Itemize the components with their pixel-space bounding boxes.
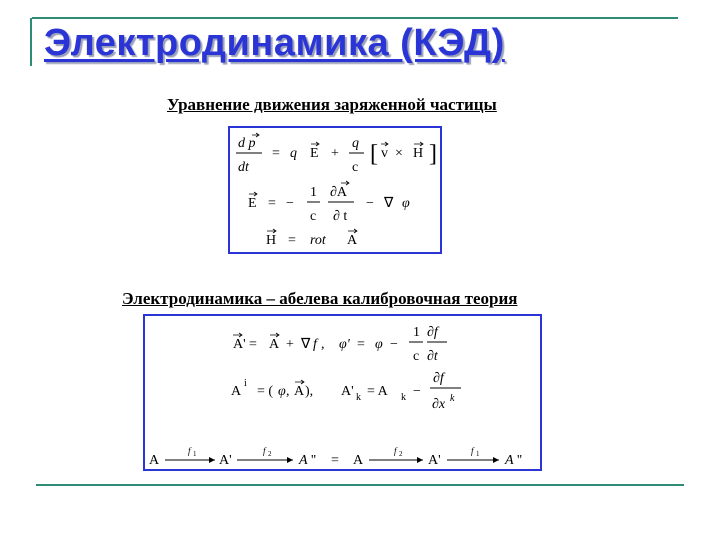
svg-text:i: i xyxy=(244,378,247,389)
svg-text:k: k xyxy=(356,392,361,403)
svg-text:A: A xyxy=(269,337,280,352)
svg-text:f: f xyxy=(394,446,397,456)
svg-text:f: f xyxy=(313,337,317,352)
svg-text:φ: φ xyxy=(402,196,410,211)
svg-text:d p: d p xyxy=(238,136,256,151)
svg-text:k: k xyxy=(401,392,406,403)
svg-text:A': A' xyxy=(341,384,354,399)
svg-text:∇: ∇ xyxy=(301,337,311,352)
svg-text:'': '' xyxy=(517,453,523,468)
svg-text:A: A xyxy=(294,384,305,399)
svg-text:A: A xyxy=(505,453,514,468)
svg-text:−: − xyxy=(390,337,398,352)
svg-text:A: A xyxy=(231,384,242,399)
equation-momentum xyxy=(236,133,437,175)
gauge-equations xyxy=(145,316,540,469)
svg-text:v: v xyxy=(381,146,388,161)
svg-text:1: 1 xyxy=(476,450,480,458)
svg-text:1: 1 xyxy=(413,325,420,340)
svg-text:−: − xyxy=(286,196,294,211)
svg-text:∂t: ∂t xyxy=(427,349,438,364)
svg-text:c: c xyxy=(310,209,317,224)
gauge-heading: Электродинамика – абелева калибровочная теория xyxy=(122,289,518,308)
svg-text:,: , xyxy=(286,384,290,399)
svg-text:∂ t: ∂ t xyxy=(333,209,348,224)
svg-text:=: = xyxy=(288,233,296,248)
svg-text:f: f xyxy=(188,446,191,456)
equation-composition xyxy=(149,446,522,468)
svg-text:2: 2 xyxy=(268,450,272,458)
svg-text:=: = xyxy=(249,337,257,352)
svg-text:φ': φ' xyxy=(339,337,350,352)
svg-text:f: f xyxy=(471,446,474,456)
svg-text:= A: = A xyxy=(367,384,388,399)
svg-text:∇: ∇ xyxy=(384,196,394,211)
svg-text:φ: φ xyxy=(278,384,286,399)
equation-electric-field xyxy=(248,181,410,224)
title-horizontal-rule xyxy=(32,17,678,19)
svg-text:H: H xyxy=(413,146,424,161)
svg-text:'': '' xyxy=(311,453,317,468)
svg-text:A: A xyxy=(347,233,358,248)
svg-text:[: [ xyxy=(370,141,378,167)
svg-text:×: × xyxy=(395,146,403,161)
svg-text:A': A' xyxy=(219,453,232,468)
motion-equations-box xyxy=(228,126,442,254)
svg-text:+: + xyxy=(331,146,339,161)
svg-text:∂A: ∂A xyxy=(330,185,348,200)
equation-gauge-transform xyxy=(233,325,447,364)
svg-text:=: = xyxy=(331,453,339,468)
svg-text:rot: rot xyxy=(310,233,326,248)
svg-text:q: q xyxy=(290,146,297,161)
svg-text:A': A' xyxy=(233,337,246,352)
svg-text:1: 1 xyxy=(193,450,197,458)
svg-text:−: − xyxy=(413,384,421,399)
equation-magnetic-field xyxy=(266,229,358,248)
svg-text:q: q xyxy=(352,136,359,151)
svg-text:H: H xyxy=(266,233,277,248)
svg-text:= (: = ( xyxy=(257,384,274,399)
svg-text:1: 1 xyxy=(310,185,317,200)
svg-text:=: = xyxy=(272,146,280,161)
svg-text:),: ), xyxy=(305,384,314,399)
svg-text:dt: dt xyxy=(238,160,249,175)
svg-text:2: 2 xyxy=(399,450,403,458)
svg-text:k: k xyxy=(450,393,455,404)
svg-text:A: A xyxy=(299,453,308,468)
svg-text:E: E xyxy=(248,196,257,211)
svg-text:∂f: ∂f xyxy=(433,371,444,386)
svg-text:A: A xyxy=(353,453,364,468)
equation-four-potential xyxy=(231,371,461,412)
svg-text:+: + xyxy=(286,337,294,352)
svg-text:φ: φ xyxy=(375,337,383,352)
svg-text:E: E xyxy=(310,146,319,161)
svg-text:=: = xyxy=(357,337,365,352)
motion-equations xyxy=(230,128,440,252)
gauge-equations-box xyxy=(143,314,542,471)
svg-text:f: f xyxy=(263,446,266,456)
svg-text:−: − xyxy=(366,196,374,211)
svg-text:]: ] xyxy=(429,141,437,167)
svg-text:c: c xyxy=(352,160,359,175)
svg-text:A': A' xyxy=(428,453,441,468)
svg-text:A: A xyxy=(149,453,160,468)
svg-text:c: c xyxy=(413,349,420,364)
footer-horizontal-rule xyxy=(36,484,684,486)
motion-heading: Уравнение движения заряженной частицы xyxy=(167,95,497,114)
svg-text:,: , xyxy=(321,337,325,352)
svg-text:∂x: ∂x xyxy=(432,397,446,412)
svg-text:∂f: ∂f xyxy=(427,325,438,340)
svg-text:=: = xyxy=(268,196,276,211)
slide-title: Электродинамика (КЭД) xyxy=(44,22,505,64)
title-vertical-rule xyxy=(30,18,32,66)
